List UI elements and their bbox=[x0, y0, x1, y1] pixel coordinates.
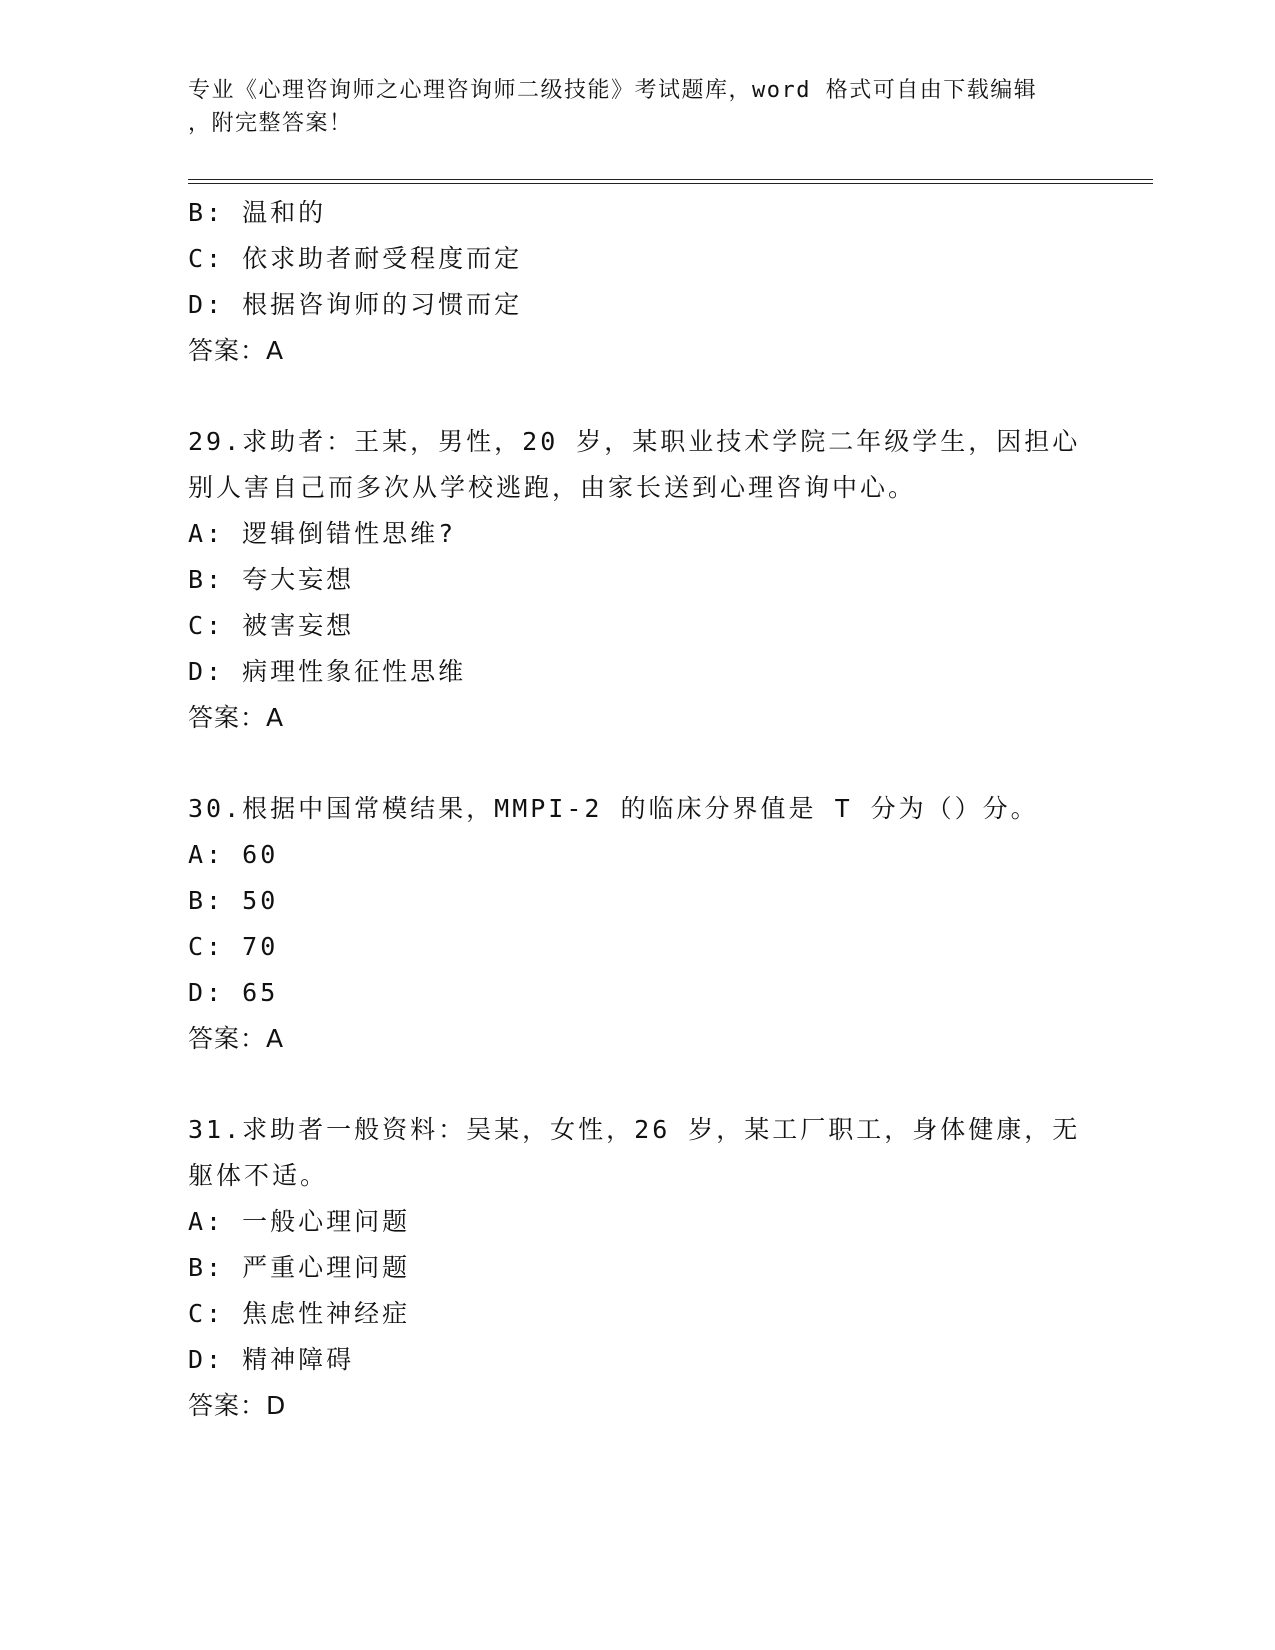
option-b: B: 温和的 bbox=[188, 198, 327, 227]
block-spacer bbox=[188, 741, 1088, 786]
option-a: A: 逻辑倒错性思维? bbox=[188, 519, 457, 548]
question-31 bbox=[188, 1107, 1088, 1429]
header-title-line-1: 专业《心理咨询师之心理咨询师二级技能》考试题库，word 格式可自由下载编辑 bbox=[188, 78, 1038, 103]
option-d: D: 精神障碍 bbox=[188, 1345, 355, 1374]
question-30 bbox=[188, 786, 1088, 1062]
answer-line: 答案：D bbox=[188, 1391, 287, 1420]
question-stem-line: 31.求助者一般资料：吴某，女性，26 岁，某工厂职工，身体健康，无 bbox=[188, 1115, 1081, 1144]
option-a: A: 一般心理问题 bbox=[188, 1207, 411, 1236]
question-stem-line: 躯体不适。 bbox=[188, 1161, 329, 1190]
question-stem-line: 29.求助者：王某，男性，20 岁，某职业技术学院二年级学生，因担心 bbox=[188, 427, 1081, 456]
option-c: C: 依求助者耐受程度而定 bbox=[188, 244, 523, 273]
question-29 bbox=[188, 419, 1088, 741]
question-stem-line: 30.根据中国常模结果，MMPI-2 的临床分界值是 T 分为（）分。 bbox=[188, 794, 1039, 823]
document-header bbox=[188, 74, 1068, 140]
option-b: B: 严重心理问题 bbox=[188, 1253, 411, 1282]
header-title-line-2: ，附完整答案！ bbox=[188, 111, 353, 136]
option-b: B: 50 bbox=[188, 886, 279, 915]
answer-line: 答案：A bbox=[188, 1024, 285, 1053]
header-divider-bottom bbox=[188, 183, 1153, 184]
header-divider-top bbox=[188, 179, 1153, 180]
option-c: C: 焦虑性神经症 bbox=[188, 1299, 411, 1328]
answer-line: 答案：A bbox=[188, 703, 285, 732]
answer-line: 答案：A bbox=[188, 336, 285, 365]
question-stem-line: 别人害自己而多次从学校逃跑，由家长送到心理咨询中心。 bbox=[188, 473, 917, 502]
option-a: A: 60 bbox=[188, 840, 279, 869]
option-c: C: 被害妄想 bbox=[188, 611, 355, 640]
option-b: B: 夸大妄想 bbox=[188, 565, 355, 594]
question-block-continued bbox=[188, 190, 1088, 374]
block-spacer bbox=[188, 374, 1088, 419]
block-spacer bbox=[188, 1062, 1088, 1107]
question-list bbox=[188, 190, 1088, 1429]
option-c: C: 70 bbox=[188, 932, 279, 961]
option-d: D: 根据咨询师的习惯而定 bbox=[188, 290, 523, 319]
option-d: D: 65 bbox=[188, 978, 279, 1007]
option-d: D: 病理性象征性思维 bbox=[188, 657, 467, 686]
